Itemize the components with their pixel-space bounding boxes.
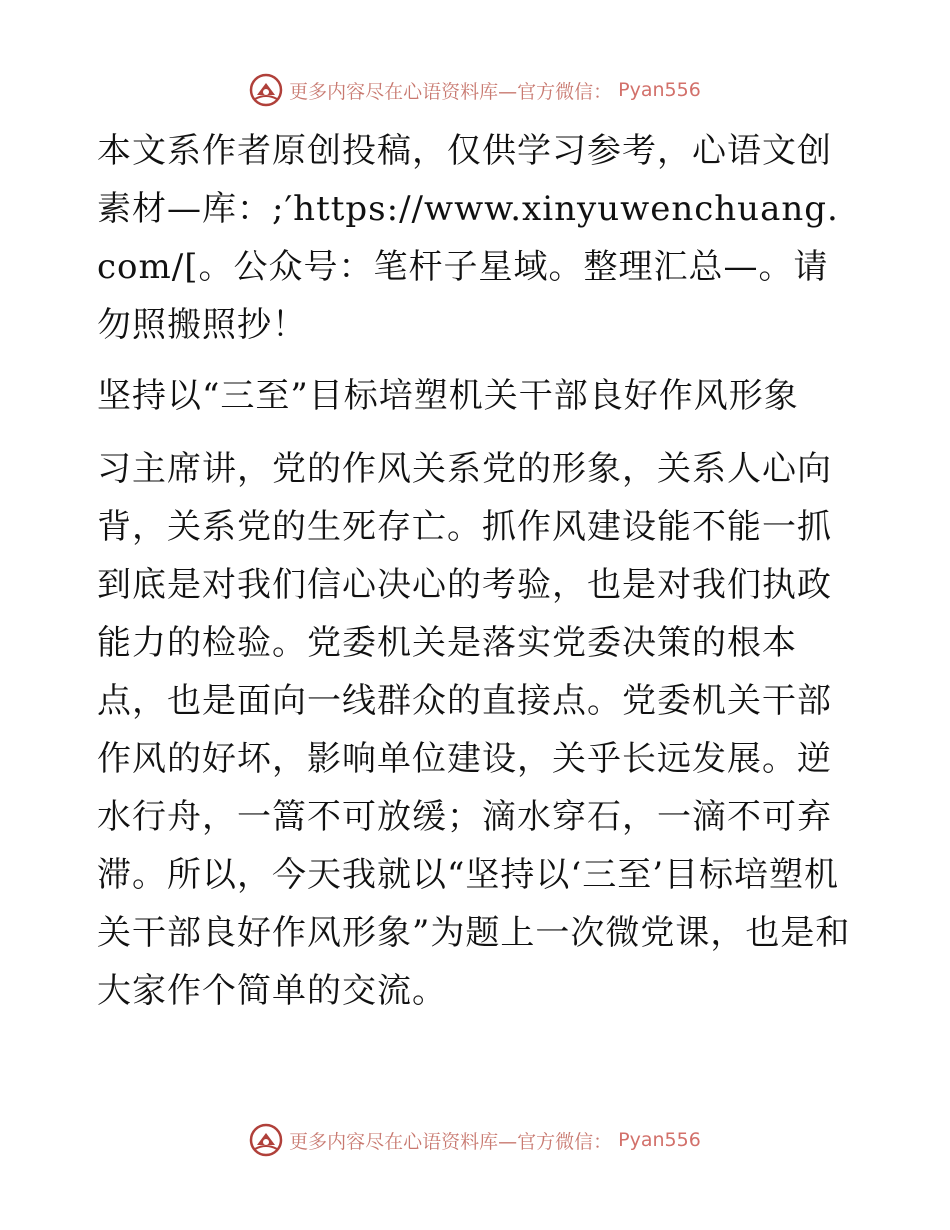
red-book-logo-icon — [249, 73, 283, 107]
header-banner-handle: Pyan556 — [618, 79, 701, 101]
article-title: 坚持以“三至”目标培塑机关干部良好作风形象 — [97, 376, 799, 416]
footer-banner — [0, 1120, 950, 1160]
header-banner-text: 更多内容尽在心语资料库—官方微信： — [289, 80, 613, 103]
footer-banner-handle: Pyan556 — [618, 1129, 701, 1151]
footer-banner-text: 更多内容尽在心语资料库—官方微信： — [289, 1130, 613, 1153]
red-book-logo-icon — [249, 1123, 283, 1157]
copyright-notice: 本文系作者原创投稿，仅供学习参考，心语文创素材—库：;′https://www.xinyuwenchuang.com/[。公众号：笔杆子星域。整理汇总—。请勿照搬照抄！ — [97, 131, 839, 345]
header-banner — [0, 70, 950, 110]
article-body: 习主席讲，党的作风关系党的形象，关系人心向背，关系党的生死存亡。抓作风建设能不能一抓到底是对我们信心决心的考验，也是对我们执政能力的检验。党委机关是落实党委决策的根本点，也是面向一线群众的直接点。党委机关干部作风的好坏，影响单位建设，关乎长远发展。逆水行舟，一篙不可放缓；滴水穿石，一滴不可弃滞。所以，今天我就以“坚持以‘三至’目标培塑机关干部良好作风形象”为题上一次微党课，也是和大家作个简单的交流。 — [97, 449, 851, 1011]
